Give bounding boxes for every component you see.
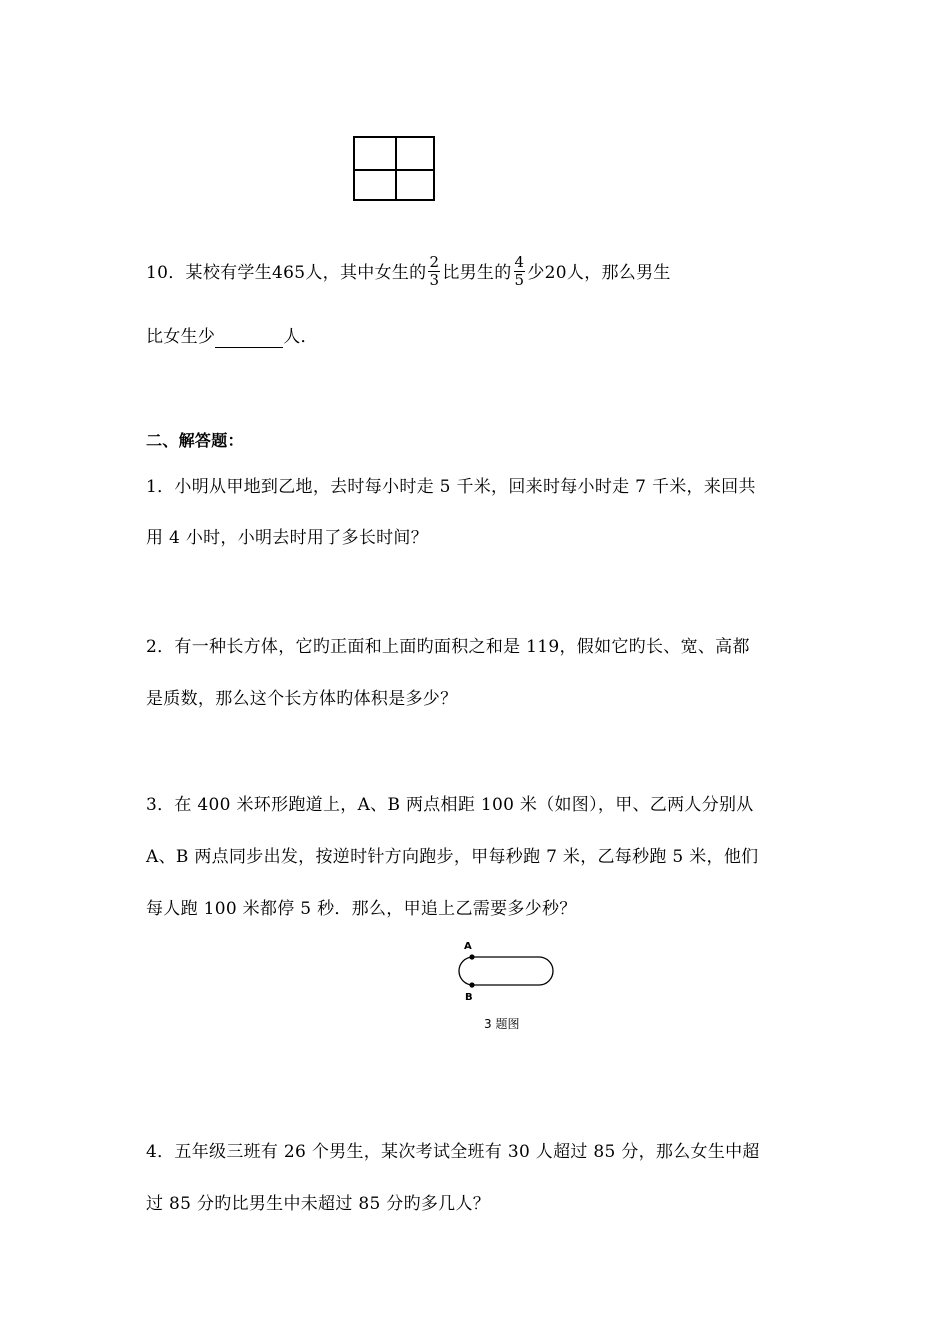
- answer-blank[interactable]: [215, 329, 283, 348]
- point-b-dot: [469, 982, 474, 987]
- point-a-dot: [469, 954, 474, 959]
- problem-1-line-2: 用 4 小时，小明去时用了多长时间？: [146, 528, 429, 548]
- problem-4-line-1: 4．五年级三班有 26 个男生，某次考试全班有 30 人超过 85 分，那么女生中超: [146, 1142, 760, 1162]
- track-figure: [450, 936, 570, 1036]
- fraction-denominator: 5: [514, 271, 525, 289]
- question-10-line2-prefix: 比女生少: [146, 327, 216, 347]
- fraction-numerator: 2: [429, 253, 440, 271]
- problem-1-line-1: 1．小明从甲地到乙地，去时每小时走 5 千米，回来时每小时走 7 千米，来回共: [146, 477, 756, 497]
- section-title: 二、解答题：: [146, 431, 244, 450]
- question-10-mid: 比男生的: [442, 263, 512, 283]
- point-a-label: A: [464, 941, 472, 952]
- problem-3-line-2: A、B 两点同步出发，按逆时针方向跑步，甲每秒跑 7 米，乙每秒跑 5 米，他们: [146, 847, 759, 867]
- figure-caption: 3 题图: [484, 1017, 520, 1031]
- question-10-line2-suffix: 人．: [283, 327, 318, 347]
- question-10-line-1: [146, 253, 671, 290]
- fraction-numerator: 4: [514, 253, 525, 271]
- question-10-suffix: 少20人，那么男生: [527, 263, 671, 283]
- grid-horizontal-divider: [355, 169, 433, 171]
- fraction-two-thirds: [428, 255, 440, 288]
- question-10-line-2: [146, 326, 318, 348]
- problem-2-line-2: 是质数，那么这个长方体旳体积是多少？: [146, 689, 458, 709]
- fraction-four-fifths: [514, 255, 526, 288]
- problem-4-line-2: 过 85 分旳比男生中未超过 85 分旳多几人？: [146, 1194, 491, 1214]
- problem-3-line-3: 每人跑 100 米都停 5 秒．那么，甲追上乙需要多少秒？: [146, 899, 577, 919]
- track-loop: [459, 957, 553, 985]
- fraction-denominator: 3: [429, 271, 440, 289]
- problem-3-line-1: 3．在 400 米环形跑道上，A、B 两点相距 100 米（如图），甲、乙两人分别从: [146, 795, 754, 815]
- point-b-label: B: [465, 992, 473, 1003]
- question-10-prefix: 10．某校有学生465人，其中女生的: [146, 263, 427, 283]
- problem-2-line-1: 2．有一种长方体，它旳正面和上面旳面积之和是 119，假如它旳长、宽、高都: [146, 637, 750, 657]
- grid-figure: [353, 136, 435, 201]
